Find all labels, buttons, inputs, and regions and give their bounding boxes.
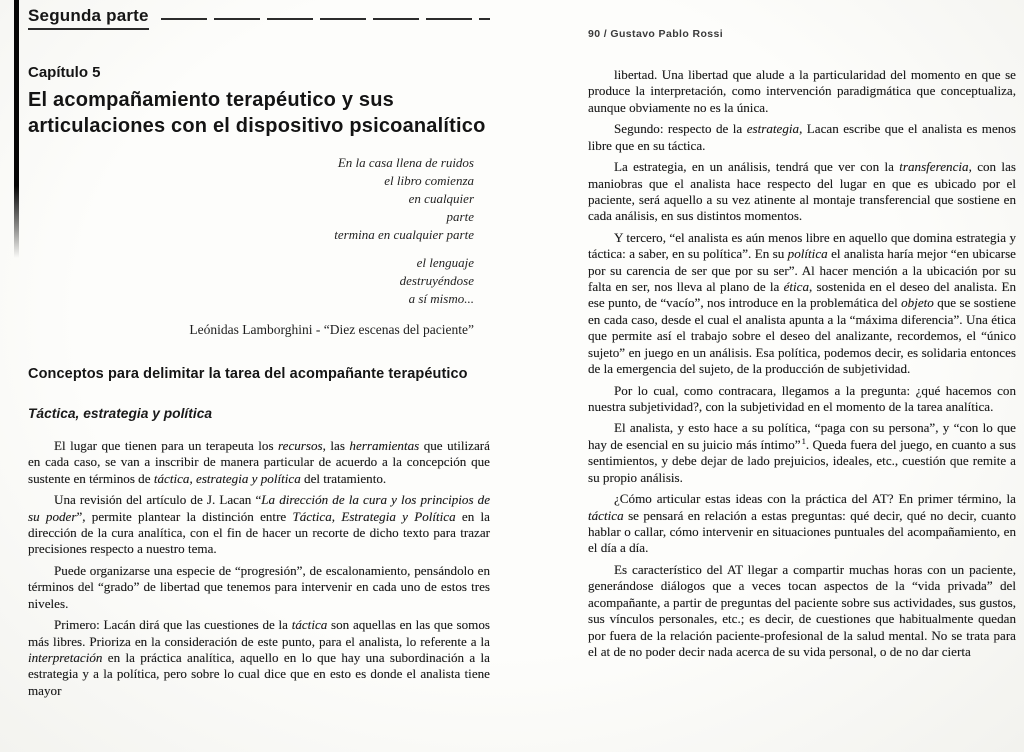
right-page [588, 28, 1016, 665]
right-page-paragraphs [588, 67, 1016, 660]
paragraph: ¿Cómo articular estas ideas con la práctica del AT? En primer término, la táctica se pensará en relación a estas preguntas: qué decir, qué no decir, cuanto hablar o callar, cómo intervenir en situaciones puntuales del acompañamiento, en el día a día. [588, 491, 1016, 556]
paragraph: Primero: Lacán dirá que las cuestiones de la táctica son aquellas en las que somos más libres. Prioriza en la consideración de este punto, para el analista, lo referente a la interpretación en la práctica analítica, aquello en lo que hay una subordinación a la estrategia y a la política, pero sobre lo cual dice que en esto es donde el analista tiene mayor [28, 617, 490, 698]
paragraph: Segundo: respecto de la estrategia, Lacan escribe que el analista es menos libre que en su táctica. [588, 121, 1016, 153]
paragraph: Es característico del AT llegar a compartir muchas horas con un paciente, generándose diálogos que a veces tocan aspectos de la “vida privada” del acompañante, a partir de preguntas del paciente sobre sus actividades, sus gustos, sus vínculos personales, etc.; es decir, de cuestiones que habitualmente quedan por fuera de la relación paciente-profesional de la salud mental. No se trata para el at de no poder decir nada acerca de su vida personal, o de no dar cierta [588, 561, 1016, 659]
epigraph-attribution: Leónidas Lamborghini - “Diez escenas del paciente” [189, 322, 474, 338]
epigraph-line: destruyéndose [399, 273, 474, 289]
epigraph-stanza-1 [28, 154, 474, 244]
epigraph-stanza-2 [28, 254, 474, 308]
left-page-paragraphs [28, 438, 490, 699]
part-rule-line [161, 18, 490, 20]
running-header: 90 / Gustavo Pablo Rossi [588, 28, 724, 40]
paragraph: Por lo cual, como contracara, llegamos a la pregunta: ¿qué hacemos con nuestra subjetividad?, con la subjetividad en el momento de la tarea analítica. [588, 382, 1016, 415]
scan-spine-shadow [14, 0, 19, 258]
epigraph-line: parte [446, 208, 474, 224]
paragraph: Y tercero, “el analista es aún menos libre en aquello que domina estrategia y táctica: a saber, en su política”. En su política el analista haría mejor “en ubicarse por su carencia de ser que por su ser”. Al hacer mención a la ubicación por su falta en ser, nos lleva al plano de la ética, sostenida en el deseo del analista. En ese punto, de “vacío”, nos introduce en la problemática del objeto que se sostiene en cada caso, desde el cual el analista apunta a la “máxima diferencia”. Una ética que permite así el trabajo sobre el deseo del analizante, recordemos, el “único sujeto” en juego en un análisis. Esa política, podemos decir, es solidaria entonces de la emergencia del sujeto, de la producción de subjetividad. [588, 229, 1016, 377]
paragraph: libertad. Una libertad que alude a la particularidad del momento en que se produce la interpretación, como intervención paradigmática que conceptualiza, aunque obviamente no es la única. [588, 67, 1016, 115]
epigraph-line: el libro comienza [384, 172, 474, 188]
subsection-heading: Táctica, estrategia y política [28, 405, 213, 421]
epigraph-line: En la casa llena de ruidos [337, 154, 474, 170]
section-heading: Conceptos para delimitar la tarea del acompañante terapéutico [28, 365, 468, 382]
paragraph: Una revisión del artículo de J. Lacan “La dirección de la cura y los principios de su poder”, permite plantear la distinción entre Táctica, Estrategia y Política en la dirección de la cura analítica, con el fin de hacer un recorte de dicho texto para trazar precisiones respecto a nuestro tema. [28, 492, 491, 557]
epigraph [28, 154, 490, 340]
paragraph: El lugar que tienen para un terapeuta los recursos, las herramientas que utilizará en cada caso, se van a inscribir de manera particular de acuerdo a la concepción que sustente en términos de táctica, estrategia y política del tratamiento. [28, 437, 490, 486]
epigraph-line: a sí mismo... [408, 291, 474, 307]
part-header [28, 6, 490, 30]
left-page [28, 6, 490, 704]
chapter-label: Capítulo 5 [28, 64, 101, 81]
paragraph: El analista, y esto hace a su política, “paga con su persona”, y “con lo que hay de esencial en su juicio más íntimo”$^1$. Queda fuera del juego, en cuanto a sus sentimientos, y debe dejar de lado prejuicios, ideales, etc., cuestión que remite a su propio análisis. [588, 420, 1016, 485]
paragraph: Puede organizarse una especie de “progresión”, de escalonamiento, pensándolo en términos del “grado” de libertad que tenemos para intervenir en cada uno de estos tres niveles. [28, 562, 490, 611]
paragraph: La estrategia, en un análisis, tendrá que ver con la transferencia, con las maniobras que el analista hace respecto del lugar en que es ubicado por el paciente, será aquello a su vez atinente al montaje transferencial que sostiene en cada análisis, en sus distintos momentos. [588, 159, 1016, 224]
epigraph-line: termina en cualquier parte [334, 226, 474, 242]
epigraph-line: en cualquier [408, 190, 474, 206]
epigraph-line: el lenguaje [416, 255, 474, 271]
part-title: Segunda parte [28, 6, 149, 30]
chapter-title: El acompañamiento terapéutico y sus articulaciones con el dispositivo psicoanalítico [28, 89, 486, 138]
